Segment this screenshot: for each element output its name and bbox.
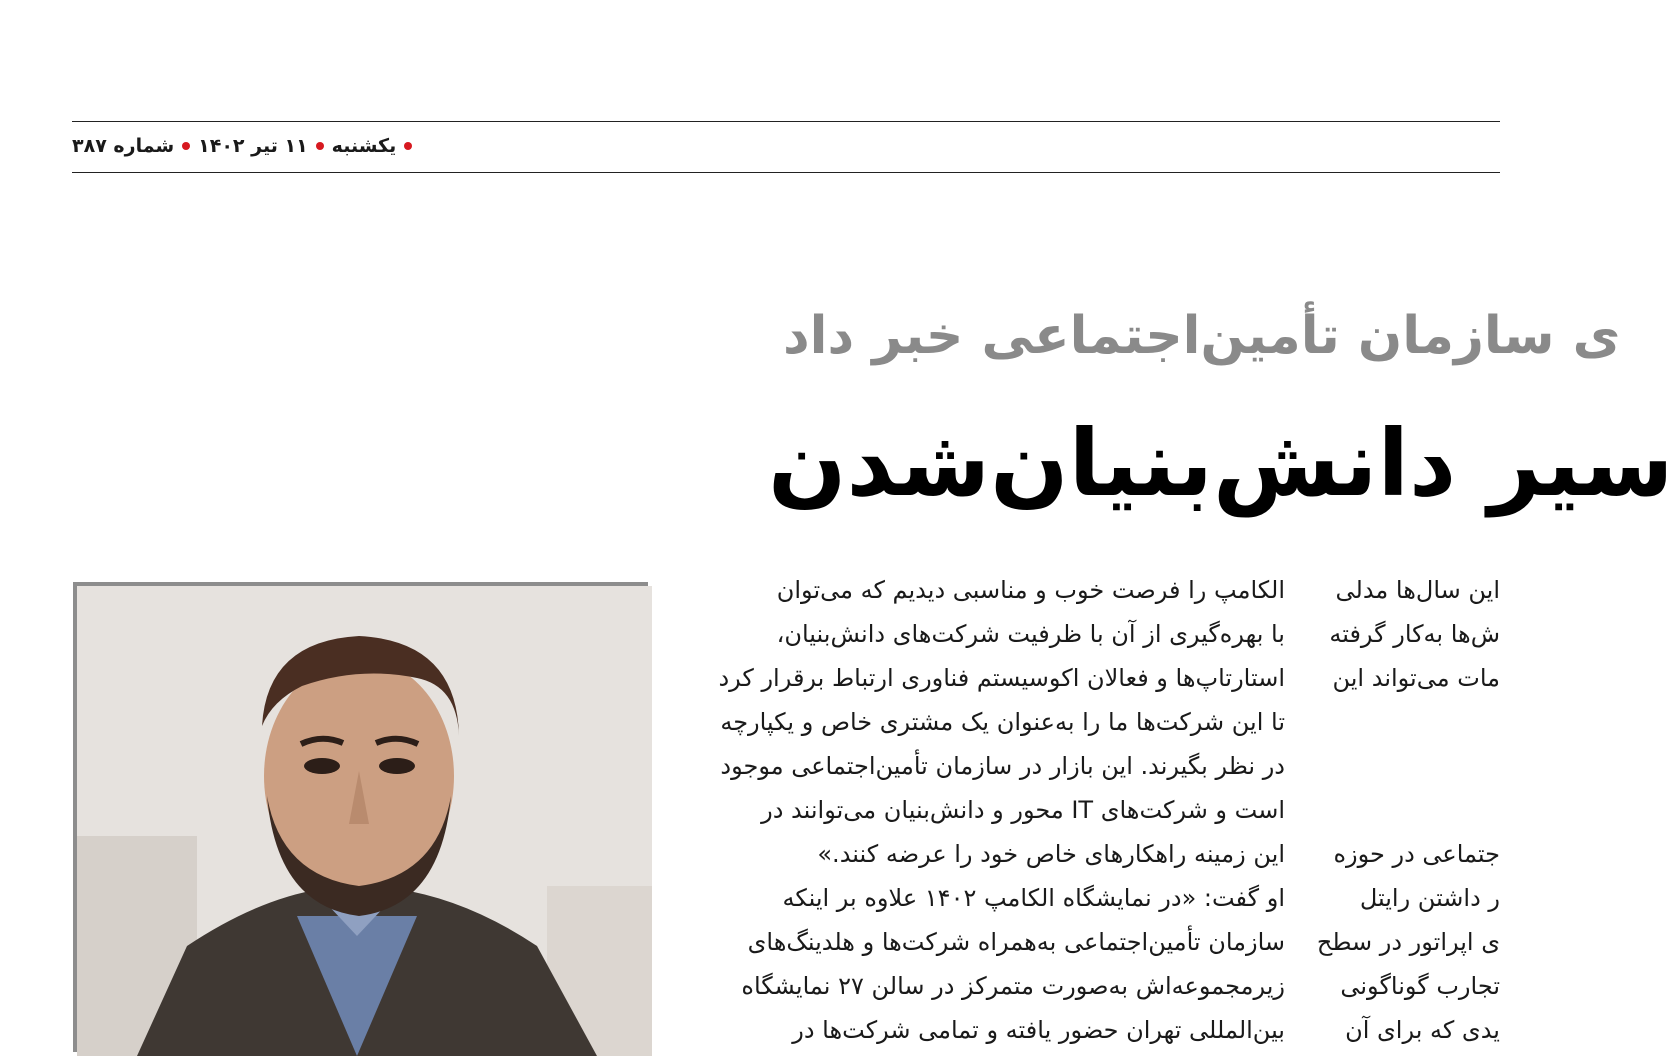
header-rule-top — [72, 121, 1500, 122]
dateline-issue: شماره ۳۸۷ — [72, 135, 175, 157]
column-line: جتماعی در حوزه — [1333, 840, 1500, 868]
column-line: زیرمجموعه‌اش به‌صورت متمرکز در سالن ۲۷ نمایشگاه — [741, 972, 1285, 1000]
column-line: تجارب گوناگونی — [1340, 972, 1500, 1000]
column-line: ی اپراتور در سطح — [1316, 928, 1500, 956]
column-line: ر داشتن رایتل — [1359, 884, 1500, 912]
column-line: سازمان تأمین‌اجتماعی به‌همراه شرکت‌ها و هلدینگ‌های — [747, 928, 1285, 956]
article-column-middle — [700, 568, 1285, 1052]
article-headline — [0, 400, 1674, 540]
article-column-right — [1316, 568, 1500, 1052]
column-line: او گفت: «در نمایشگاه الکامپ ۱۴۰۲ علاوه بر اینکه — [782, 884, 1285, 912]
column-line: ش‌ها به‌کار گرفته — [1329, 620, 1500, 648]
column-line: است و شرکت‌های IT محور و دانش‌بنیان می‌توانند در — [761, 796, 1285, 824]
header-rule-bottom — [72, 172, 1500, 173]
article-kicker — [0, 300, 1621, 380]
portrait-photo — [73, 582, 648, 1052]
portrait-image — [77, 586, 652, 1056]
column-line: مات می‌تواند این — [1332, 664, 1500, 692]
kicker-text: ی سازمان تأمین‌اجتماعی خبر داد — [783, 306, 1621, 366]
column-line: بین‌المللی تهران حضور یافته و تمامی شرکت‌ها در — [792, 1016, 1285, 1044]
column-line: تا این شرکت‌ها ما را به‌عنوان یک مشتری خاص و یکپارچه — [720, 708, 1285, 736]
column-line: در نظر بگیرند. این بازار در سازمان تأمین‌اجتماعی موجود — [720, 752, 1285, 780]
column-line: یدی که برای آن — [1345, 1016, 1500, 1044]
column-gap — [1328, 700, 1500, 832]
column-line: این زمینه راهکارهای خاص خود را عرضه کنند.» — [817, 840, 1285, 868]
headline-text: سیر دانش‌بنیان‌شدن — [768, 410, 1674, 517]
bullet-dot-icon — [404, 142, 412, 150]
column-line: این سال‌ها مدلی — [1335, 576, 1500, 604]
dateline-date: ۱۱ تیر ۱۴۰۲ — [198, 135, 308, 157]
bullet-dot-icon — [182, 142, 190, 150]
column-line: استارتاپ‌ها و فعالان اکوسیستم فناوری ارتباط برقرار کرد — [718, 664, 1285, 692]
bullet-dot-icon — [316, 142, 324, 150]
dateline-weekday: یکشنبه — [331, 135, 397, 157]
column-line: الکامپ را فرصت خوب و مناسبی دیدیم که می‌توان — [776, 576, 1285, 604]
dateline — [72, 128, 452, 164]
column-line: با بهره‌گیری از آن با ظرفیت شرکت‌های دانش‌بنیان، — [776, 620, 1285, 648]
